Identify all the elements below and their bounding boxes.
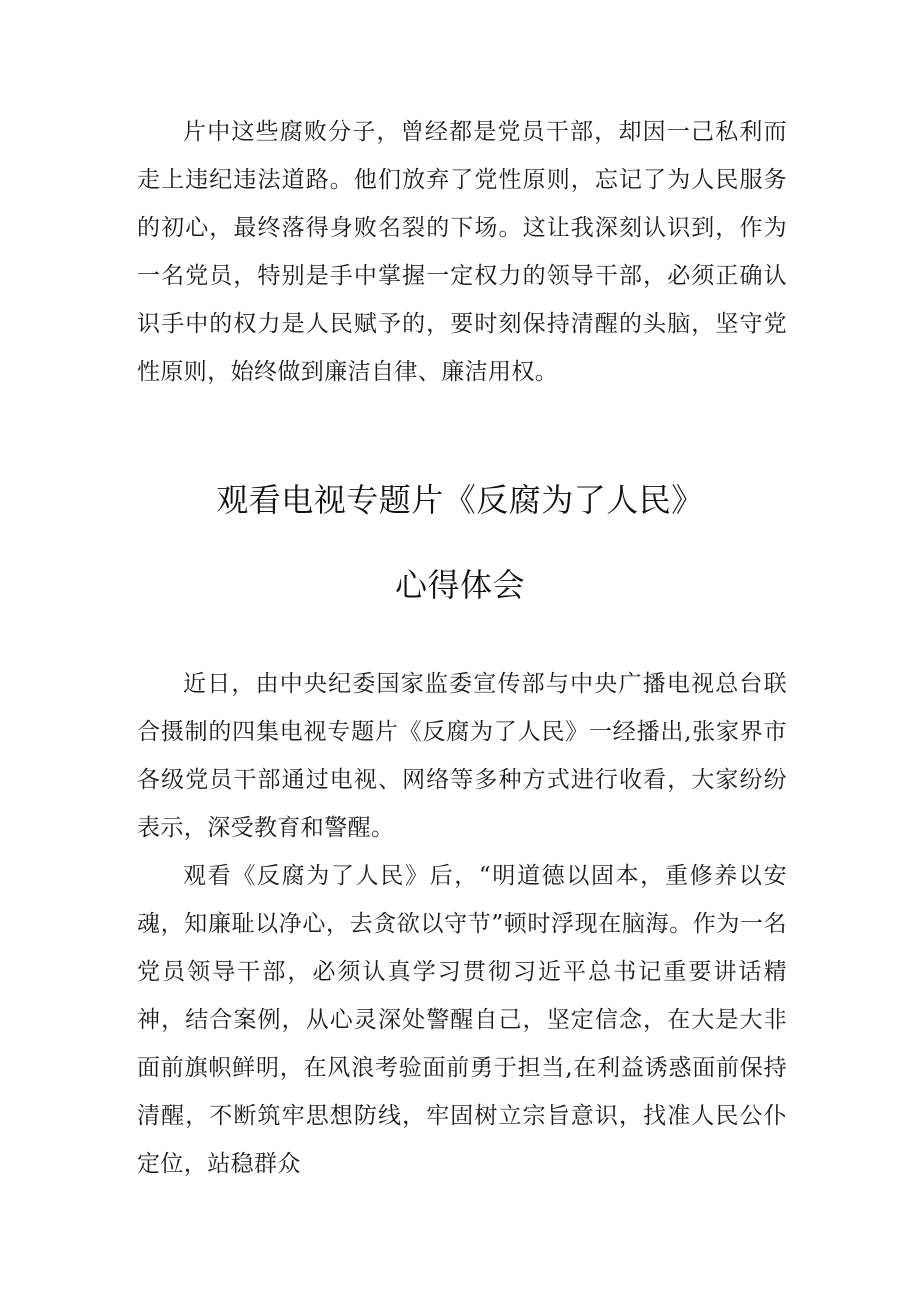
intro-paragraph: 片中这些腐败分子，曾经都是党员干部，却因一己私利而走上违纪违法道路。他们放弃了党性原则，忘记了为人民服务的初心，最终落得身败名裂的下场。这让我深刻认识到，作为一名党员，特别是手中掌握一定权力的领导干部，必须正确认识手中的权力是人民赋予的，要时刻保持清醒的头脑，坚守党性原则，始终做到廉洁自律、廉洁用权。 [137,119,787,385]
document-title: 观看电视专题片《反腐为了人民》 [216,481,704,519]
body-paragraph: 观看《反腐为了人民》后，“明道德以固本，重修养以安魂，知廉耻以净心，去贪欲以守节”顿时浮现在脑海。作为一名党员领导干部，必须认真学习贯彻习近平总书记重要讲话精神，结合案例，从心灵深处警醒自己，坚定信念，在大是大非面前旗帜鲜明，在风浪考验面前勇于担当,在利益诱惑面前保持清醒，不断筑牢思想防线，牢固树立宗旨意识，找准人民公仆定位，站稳群众 [137,863,787,1177]
body-paragraph: 近日，由中央纪委国家监委宣传部与中央广播电视总台联合摄制的四集电视专题片《反腐为了人民》一经播出,张家界市各级党员干部通过电视、网络等多种方式进行收看，大家纷纷表示，深受教育和警醒。 [137,671,787,841]
document-subtitle: 心得体会 [394,566,525,604]
